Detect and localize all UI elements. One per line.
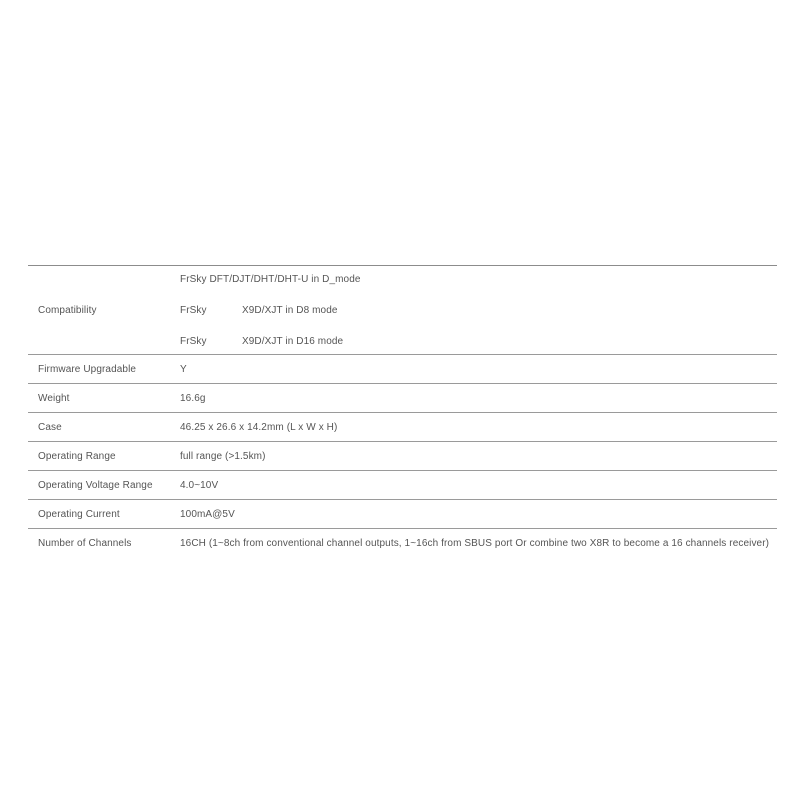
spec-row-voltage-range — [28, 471, 777, 500]
spec-value: 16CH (1~8ch from conventional channel outputs, 1~16ch from SBUS port Or combine two X8R to become a 16 channels receiver) — [180, 537, 770, 549]
spec-table — [28, 265, 777, 557]
spec-label: Operating Range — [38, 450, 116, 462]
spec-value: full range (>1.5km) — [180, 450, 266, 462]
spec-label: Number of Channels — [38, 537, 132, 549]
compatibility-line — [180, 305, 777, 316]
spec-value — [180, 266, 777, 354]
spec-row-weight — [28, 384, 777, 413]
spec-value: 4.0~10V — [180, 479, 219, 491]
compatibility-text: FrSky DFT/DJT/DHT/DHT-U in D_mode — [180, 274, 361, 285]
spec-label: Operating Voltage Range — [38, 479, 153, 491]
spec-label: Weight — [38, 392, 70, 404]
spec-label: Compatibility — [38, 304, 97, 316]
spec-label: Firmware Upgradable — [38, 363, 137, 375]
compatibility-brand: FrSky — [180, 336, 207, 347]
spec-row-firmware — [28, 355, 777, 384]
spec-row-case — [28, 413, 777, 442]
spec-label: Case — [38, 421, 62, 433]
compatibility-brand: FrSky — [180, 305, 207, 316]
spec-value: 100mA@5V — [180, 508, 235, 520]
compatibility-model: X9D/XJT in D16 mode — [242, 336, 344, 347]
spec-value: Y — [180, 363, 187, 375]
spec-row-operating-range — [28, 442, 777, 471]
compatibility-line — [180, 336, 777, 347]
spec-value: 16.6g — [180, 392, 206, 404]
spec-row-compatibility — [28, 266, 777, 355]
spec-value: 46.25 x 26.6 x 14.2mm (L x W x H) — [180, 421, 338, 433]
compatibility-model: X9D/XJT in D8 mode — [242, 305, 338, 316]
spec-label: Operating Current — [38, 508, 120, 520]
spec-row-operating-current — [28, 500, 777, 529]
compatibility-line — [180, 274, 777, 285]
spec-row-channels — [28, 529, 777, 557]
